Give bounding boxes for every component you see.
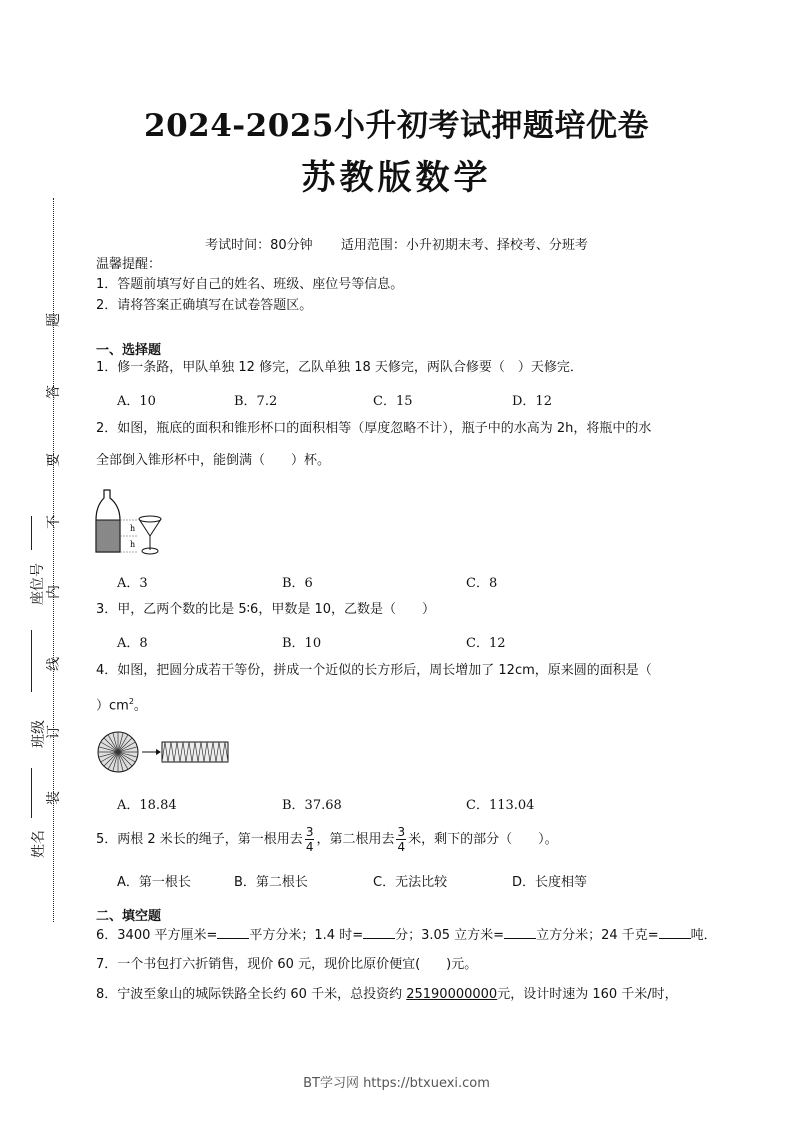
seal-char: 不 [46,515,62,529]
q8-pre: 8．宁波至象山的城际铁路全长约 60 千米，总投资约 [96,987,407,1002]
seal-char: 答 [46,385,62,399]
class-line [31,630,32,692]
section-title-choice: 一、选择题 [96,343,162,358]
q2-option-c: C．8 [466,576,498,591]
q5-text [96,822,558,858]
answer-blank[interactable] [217,926,249,939]
q1-option-a: A．10 [117,394,156,409]
q5-option-c: C．无法比较 [373,875,448,890]
q4-line2-pre: ）cm [96,698,129,714]
exam-time: 考试时间：80分钟 [205,238,313,253]
q1-option-b: B．7.2 [234,394,278,409]
q6-part: 平方分米；1.4 时= [249,928,364,943]
reminder-item-1: 1．答题前填写好自己的姓名、班级、座位号等信息。 [96,277,404,292]
section-title-fill: 二、填空题 [96,909,162,924]
q3-option-c: C．12 [466,636,506,651]
q8-post: 元，设计时速为 160 千米/时， [497,987,678,1002]
q4-sup: 2 [128,697,134,706]
name-label: 姓名 [31,830,47,858]
q4-option-a: A．18.84 [117,798,177,813]
dotted-binding-line [53,198,54,922]
answer-blank[interactable] [504,926,536,939]
q8-amount: 25190000000 [406,987,498,1002]
class-label: 班级 [31,720,47,748]
seal-char: 题 [46,313,62,327]
seal-char: 要 [46,453,62,467]
q3-option-b: B．10 [282,636,322,651]
seal-char: 线 [46,657,62,671]
bottle-water [96,520,120,552]
q2-option-b: B．6 [282,576,313,591]
circle-to-rectangle-figure [96,730,232,774]
answer-blank[interactable] [363,926,395,939]
arrow-head [156,749,161,755]
q1-option-d: D．12 [512,394,552,409]
reminder-item-2: 2．请将答案正确填写在试卷答题区。 [96,298,313,313]
q6-part: 6．3400 平方厘米= [96,928,218,943]
rectangle [162,742,228,762]
q4-line1: 4．如图，把圆分成若干等份，拼成一个近似的长方形后，周长增加了 12cm，原来圆的面积是（ [96,663,652,678]
q2-line1: 2．如图，瓶底的面积和锥形杯口的面积相等（厚度忽略不计），瓶子中的水高为 2h，将瓶中的水 [96,421,652,436]
q5-post: 米，剩下的部分（ ）。 [408,832,558,847]
frac-num: 3 [397,825,406,839]
bottle-cup-figure [94,486,166,558]
q4-line2 [96,693,147,715]
q5-mid: ，第二根用去 [316,832,395,847]
circle-sectors [98,732,138,772]
q7-text: 7．一个书包打六折销售，现价 60 元，现价比原价便宜( )元。 [96,957,478,972]
q3-text: 3．甲，乙两个数的比是 5∶6，甲数是 10，乙数是（ ） [96,602,436,617]
cup-rim [139,516,161,522]
name-line [31,768,32,818]
seat-label: 座位号 [30,563,46,605]
q5-fraction [305,825,315,854]
seat-line [31,516,32,550]
reminder-heading: 温馨提醒： [96,257,162,272]
title-line1: 2024-2025小升初考试押题培优卷 [144,108,649,144]
title-line2: 苏教版数学 [301,158,492,198]
h-label: h [130,524,136,533]
q5-fraction [396,825,406,854]
exam-info [0,234,793,253]
q5-option-a: A．第一根长 [117,875,191,890]
frac-den: 4 [397,840,406,854]
q3-option-a: A．8 [117,636,148,651]
answer-blank[interactable] [659,926,691,939]
q6-part: 分；3.05 立方米= [395,928,505,943]
seal-char: 订 [46,725,62,739]
q2-option-a: A．3 [117,576,148,591]
q6-part: 吨． [690,928,717,943]
seal-char: 内 [46,585,62,599]
frac-num: 3 [305,825,314,839]
binding-margin [18,198,88,922]
frac-den: 4 [305,840,314,854]
h-label: h [130,540,136,549]
q4-option-c: C．113.04 [466,798,535,813]
q2-line2: 全部倒入锥形杯中，能倒满（ ）杯。 [96,453,331,468]
q4-option-b: B．37.68 [282,798,342,813]
q6-text [96,926,717,945]
q4-line2-post: 。 [133,698,147,714]
q1-text: 1．修一条路，甲队单独 12 修完，乙队单独 18 天修完，两队合修要（ ）天修完． [96,360,583,375]
q5-option-d: D．长度相等 [512,875,588,890]
q6-part: 立方分米；24 千克= [536,928,659,943]
footer-watermark: BT学习网 https://btxuexi.com [303,1076,490,1091]
q8-text [96,986,678,1004]
q1-option-c: C．15 [373,394,413,409]
q5-pre: 5．两根 2 米长的绳子，第一根用去 [96,832,303,847]
seal-char: 装 [46,791,62,805]
q5-option-b: B．第二根长 [234,875,308,890]
exam-scope: 适用范围：小升初期末考、择校考、分班考 [340,238,588,253]
